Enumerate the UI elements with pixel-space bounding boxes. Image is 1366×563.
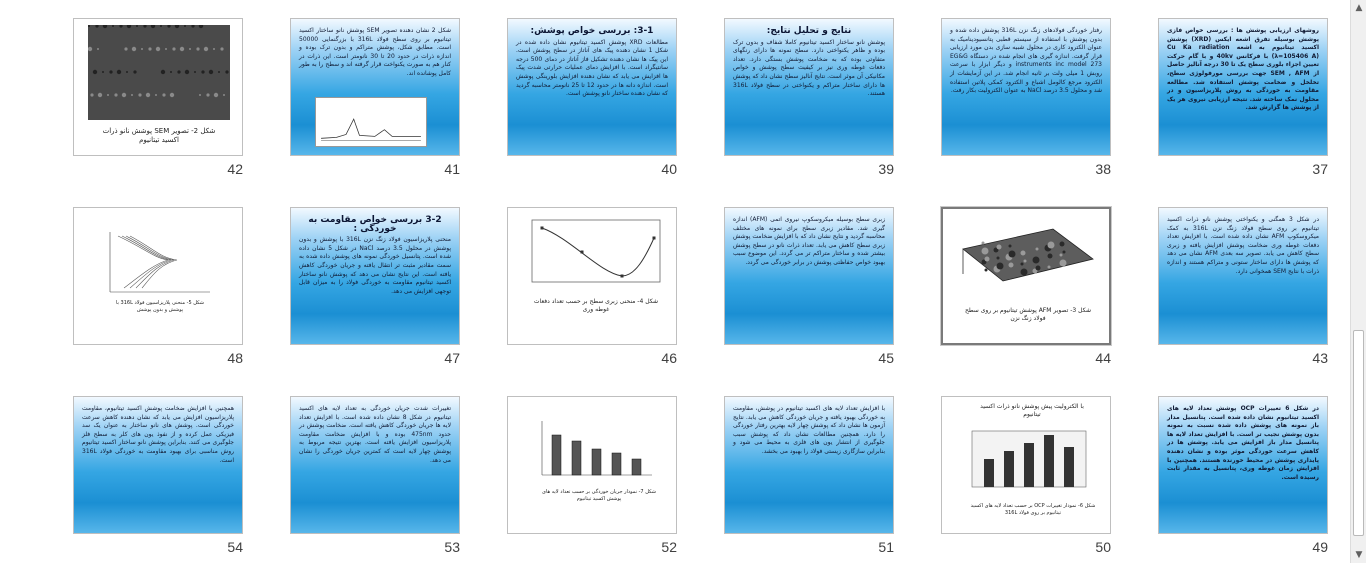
afm-feature bbox=[1021, 263, 1024, 266]
afm-feature bbox=[1060, 260, 1067, 267]
slide-text bbox=[299, 27, 451, 79]
slide-number: 46 bbox=[661, 350, 677, 366]
afm-3d-image bbox=[953, 219, 1101, 299]
sem-particle bbox=[206, 93, 209, 96]
slide-thumbnail-48[interactable] bbox=[73, 207, 243, 345]
afm-feature bbox=[1033, 257, 1040, 264]
slide-body: در شکل 3 همگنی و یکنواختی پوشش نانو ذرات اکسید تیتانیوم بر روی سطح فولاد زنگ نزن 316L به کمک میکروسکوپ AFM نشان داده شده است. با افزایش تعداد دفعات غوطه وری ضخامت پوشش افزایش یافته و زبری سطح کاهش می یابد. تصویر سه بعدی AFM نشان می دهد که پوشش ها دارای ساختار ستونی و متراکم هستند و اندازه ذرات با نتایج SEM همخوانی دارد. bbox=[1167, 216, 1319, 275]
slide-body: با افزایش تعداد لایه های اکسید تیتانیوم در پوشش، مقاومت به خوردگی بهبود یافته و جریان خوردگی کاهش می یابد. نتایج آزمون ها نشان داد که پوشش چهار لایه بهترین رفتار خوردگی را دارد. همچنین مطالعات نشان داد که پوشش سبب جلوگیری از انتشار یون های فلزی به محیط می شود و بنابراین سازگاری زیستی فولاد را بهبود می بخشد. bbox=[733, 405, 885, 455]
sem-particle bbox=[189, 48, 191, 50]
data-point bbox=[541, 227, 544, 230]
slide-number: 41 bbox=[444, 161, 460, 177]
plot-frame bbox=[532, 220, 660, 282]
xrd-curve bbox=[321, 119, 421, 138]
slide-thumbnail-42[interactable] bbox=[73, 18, 243, 156]
figure-caption: شکل 6- نمودار تغییرات OCP بر حسب تعداد لایه های اکسید تیتانیوم بر روی فولاد 316L bbox=[970, 503, 1096, 516]
slide-thumbnail-52[interactable] bbox=[507, 396, 677, 534]
slide-text bbox=[1167, 216, 1319, 276]
bar bbox=[572, 441, 581, 475]
afm-feature bbox=[1021, 269, 1028, 276]
slide-number: 38 bbox=[1095, 161, 1111, 177]
sem-particle bbox=[124, 47, 127, 50]
sem-particle bbox=[162, 93, 165, 96]
slide-number: 37 bbox=[1312, 161, 1328, 177]
slide-number: 54 bbox=[227, 539, 243, 555]
xrd-chart-image bbox=[315, 97, 427, 147]
sem-particle bbox=[225, 70, 228, 73]
sem-particle bbox=[161, 70, 165, 74]
sem-particle bbox=[170, 71, 172, 73]
bar bbox=[984, 459, 994, 487]
slide-thumbnail-47[interactable] bbox=[290, 207, 460, 345]
slide-text bbox=[516, 27, 668, 99]
sem-particle bbox=[204, 47, 208, 51]
slide-text bbox=[82, 405, 234, 465]
sem-particle bbox=[199, 94, 201, 96]
sem-particle bbox=[220, 47, 223, 50]
afm-feature bbox=[1009, 245, 1012, 248]
sem-particle bbox=[209, 70, 213, 74]
slide-thumbnail-43[interactable] bbox=[1158, 207, 1328, 345]
slide-body: تغییرات شدت جریان خوردگی به تعداد لایه های اکسید تیتانیوم در شکل 8 نشان داده شده است. با افزایش تعداد لایه ها جریان خوردگی کاهش یافته است. ضخامت پوشش در حدود 475nm بوده و با افزایش ضخامت مقاومت پلاریزاسیون افزایش یافته است. بهترین نتیجه مربوط به پوشش چهار لایه است که کمترین جریان خوردگی را نشان می دهد. bbox=[299, 405, 451, 464]
slide-body: مطالعات XRD پوشش اکسید تیتانیوم نشان داده شده در شکل 1 نشان دهنده پیک های آناتاز در سطح پوشش است. این پیک ها نشان دهنده تشکیل فاز آناتاز در دمای 500 درجه سانتیگراد است. با افزایش دمای عملیات حرارتی شدت پیک ها افزایش می یابد که نشان دهنده افزایش بلورینگی پوشش است. اندازه دانه ها در حدود 12 تا 25 نانومتر محاسبه گردید که نشان دهنده ساختار نانو پوشش است. bbox=[516, 38, 669, 98]
sem-particle bbox=[148, 47, 151, 50]
sem-particle bbox=[185, 70, 189, 74]
slide-thumbnail-51[interactable] bbox=[724, 396, 894, 534]
slide-text bbox=[733, 405, 885, 457]
slide-number: 49 bbox=[1312, 539, 1328, 555]
bar bbox=[1064, 447, 1074, 487]
slide-heading: 3-2 بررسی خواص مقاومت به خوردگی : bbox=[308, 215, 442, 234]
sem-particle bbox=[107, 94, 109, 96]
sem-particle bbox=[170, 93, 174, 97]
ocp-bar-chart-image bbox=[968, 429, 1090, 491]
sem-particle bbox=[90, 93, 93, 96]
afm-surface bbox=[963, 229, 1093, 281]
sem-particle bbox=[126, 71, 128, 73]
sem-particle bbox=[180, 47, 184, 51]
sem-particle bbox=[102, 71, 104, 73]
afm-feature bbox=[1060, 242, 1065, 247]
afm-feature bbox=[1009, 263, 1014, 268]
slide-thumbnail-54[interactable] bbox=[73, 396, 243, 534]
sem-particle bbox=[165, 48, 167, 50]
slide-thumbnail-41[interactable] bbox=[290, 18, 460, 156]
slide-thumbnail-50[interactable] bbox=[941, 396, 1111, 534]
scrollbar-thumb[interactable] bbox=[1353, 330, 1364, 536]
slide-thumbnail-53[interactable] bbox=[290, 396, 460, 534]
afm-feature bbox=[997, 263, 1004, 270]
polarization-curve bbox=[122, 236, 171, 288]
slide-text bbox=[950, 27, 1102, 96]
polarization-chart-image bbox=[104, 228, 214, 298]
slide-text bbox=[1167, 405, 1319, 482]
bar bbox=[592, 449, 601, 475]
corrosion-bar-chart-image bbox=[536, 417, 656, 479]
sem-particle bbox=[223, 94, 225, 96]
slide-body: همچنین با افزایش ضخامت پوشش اکسید تیتانیوم، مقاومت پلاریزاسیون افزایش می یابد که نشان دهنده کاهش سرعت خوردگی است. پوشش های نانو ساختار به عنوان یک سد فیزیکی عمل کرده و از نفوذ یون های کلر به سطح فلز جلوگیری می کنند. بنابراین پوشش نانو ساختار اکسید تیتانیوم روش مناسبی برای بهبود مقاومت به خوردگی فولاد 316L است. bbox=[82, 405, 234, 464]
sem-image bbox=[88, 25, 230, 120]
slide-thumbnail-44[interactable] bbox=[941, 207, 1111, 345]
sem-particle bbox=[93, 70, 97, 74]
bar bbox=[632, 459, 641, 475]
slide-number: 43 bbox=[1312, 350, 1328, 366]
sem-particle bbox=[155, 94, 157, 96]
sem-particle bbox=[122, 93, 126, 97]
slide-body: روشهای ارزیابی پوشش ها : بررسی خواص فازی پوشش بوسیله تفرق اشعه ایکس (XRD) پوشش اکسید تیتانیوم به اشعه Cu Ka radiation (λ=105406 A) با فرکانس 40kv و با گام حرکت تعیین اجزاء بلوری سطح یک تا 30 درجه آنالیز حاصل از SEM , AFM جهت بررسی مورفولوژی سطح، تخلخل و ضخامت پوشش استفاده شد. مطالعه مقاومت به خوردگی به روش پلاریزاسیون و در محلول نمک ساخته شد. نتیجه ارزیابی نیروی هر یک از پوشش ها گزارش شد. bbox=[1167, 27, 1320, 112]
figure-caption: شکل 7- نمودار جریان خوردگی بر حسب تعداد لایه های پوشش اکسید تیتانیوم bbox=[542, 489, 656, 502]
slide-number: 40 bbox=[661, 161, 677, 177]
slide-text bbox=[299, 405, 451, 465]
afm-feature bbox=[985, 257, 990, 262]
sem-particle bbox=[138, 93, 141, 96]
sem-particle bbox=[196, 47, 199, 50]
sem-background bbox=[88, 25, 230, 120]
slide-body: پوشش نانو ساختار اکسید تیتانیوم کاملا شفاف و بدون ترک بوده و ظاهر یکنواختی دارد. سطح نمونه ها دارای رنگهای متفاوتی بوده که به ضخامت پوشش بستگی دارد. تعداد دفعات غوطه وری نیز بر کیفیت سطح پوشش و خواص مکانیکی آن موثر است. نتایج آنالیز سطح نشان داد که پوشش ها دارای ساختار متراکم و یکنواختی در سطح فولاد 316L هستند. bbox=[733, 38, 885, 98]
sem-particle bbox=[194, 71, 196, 73]
sem-particle bbox=[156, 47, 160, 51]
afm-feature bbox=[997, 245, 1002, 250]
slide-thumbnail-37[interactable] bbox=[1158, 18, 1328, 156]
sem-particle bbox=[160, 25, 162, 27]
sem-particle bbox=[218, 71, 220, 73]
afm-feature bbox=[1021, 251, 1026, 256]
slide-thumbnail-46[interactable] bbox=[507, 207, 677, 345]
afm-feature bbox=[1048, 242, 1055, 249]
sem-particle bbox=[184, 25, 186, 27]
sem-particle bbox=[117, 70, 121, 74]
slide-text bbox=[299, 216, 451, 296]
slide-number: 53 bbox=[444, 539, 460, 555]
slide-number: 48 bbox=[227, 350, 243, 366]
data-point bbox=[621, 275, 624, 278]
sem-particle bbox=[97, 48, 99, 50]
slide-thumbnail-39[interactable] bbox=[724, 18, 894, 156]
scroll-down-arrow-icon[interactable]: ▼ bbox=[1355, 550, 1363, 560]
afm-feature bbox=[985, 269, 988, 272]
sem-particle bbox=[133, 70, 136, 73]
sem-particle bbox=[172, 47, 175, 50]
afm-feature bbox=[1060, 254, 1063, 257]
bar bbox=[612, 453, 621, 475]
slide-number: 47 bbox=[444, 350, 460, 366]
slide-text bbox=[1167, 27, 1319, 113]
slide-body: شکل 2 نشان دهنده تصویر SEM پوشش نانو ساختار اکسید تیتانیوم بر روی سطح فولاد 316L با بزرگنمایی 50000 است. مطابق شکل، پوشش متراکم و بدون ترک بوده و اندازه ذرات در حدود 20 تا 30 نانومتر است. این ذرات در کنار هم به صورت یکنواخت قرار گرفته اند و سطح را به طور کامل پوشانده اند. bbox=[299, 27, 452, 77]
sem-particle bbox=[114, 93, 117, 96]
slide-number: 45 bbox=[878, 350, 894, 366]
afm-feature bbox=[1063, 251, 1066, 254]
slide-heading: 3-1: بررسی خواص پوشش: bbox=[530, 26, 654, 36]
sem-particle bbox=[201, 70, 204, 73]
figure-caption: شکل 5- منحنی پلاریزاسیون فولاد 316L با پوشش و بدون پوشش bbox=[116, 300, 204, 313]
afm-feature bbox=[1036, 266, 1041, 271]
slide-body: رفتار خوردگی فولادهای زنگ نزن 316L پوشش داده شده و بدون پوشش با استفاده از سیستم قطبی پتانسیودینامیک به عنوان الکترود کاری در محلول شبیه سازی بدن مورد ارزیابی قرار گرفت. اندازه گیری های انجام شده در دستگاه EG&G instruments inc model 273 و دیگر ابزار با سرعت روبش 1 میلی ولت بر ثانیه انجام شد. در این آزمایشات از الکترود مرجع کالومل اشباع و الکترود کمکی پلاتین استفاده شد و محلول 3.5 درصد NaCl به عنوان الکترولیت بکار رفت. bbox=[950, 27, 1102, 95]
afm-feature bbox=[982, 248, 989, 255]
sem-particle bbox=[214, 93, 218, 97]
sem-particle bbox=[177, 70, 180, 73]
slide-number: 51 bbox=[878, 539, 894, 555]
sem-particle bbox=[146, 93, 150, 97]
slide-number: 39 bbox=[878, 161, 894, 177]
afm-feature bbox=[1036, 248, 1039, 251]
figure-caption: شکل 2- تصویر SEM پوشش نانو ذرات اکسید تیتانیوم bbox=[102, 127, 216, 144]
slide-body: در شکل 6 تغییرات OCP پوشش تعداد لایه های اکسید تیتانیوم نشان داده شده است. پتانسیل مدار باز نمونه های پوشش داده شده نسبت به نمونه بدون پوشش نجیب تر است. با افزایش تعداد لایه ها پتانسیل مدار باز افزایش می یابد. پوشش ها در کاهش سرعت خوردگی موثر بوده و نشان دهنده پایداری پوشش در محیط خورنده هستند. همچنین با افزایش زمان غوطه وری، پتانسیل به مقدار ثابت رسیده است. bbox=[1167, 405, 1319, 481]
sem-particle bbox=[109, 70, 112, 73]
slide-thumbnail-40[interactable] bbox=[507, 18, 677, 156]
slide-body: منحنی پلاریزاسیون فولاد زنگ نزن 316L با پوشش و بدون پوشش در محلول 3.5 درصد NaCl در شکل 5 نشان داده شده است. پتانسیل خوردگی نمونه های پوشش داده شده به سمت مقادیر مثبت تر انتقال یافته و جریان خوردگی کاهش یافته است. این نتایج نشان می دهد که پوشش نانو ساختار اکسید تیتانیوم مقاومت به خوردگی فولاد را به میزان قابل توجهی افزایش می دهد. bbox=[299, 236, 451, 295]
afm-feature bbox=[1024, 260, 1027, 263]
slide-text bbox=[733, 216, 885, 268]
sem-particle bbox=[131, 94, 133, 96]
bar bbox=[1004, 451, 1014, 487]
roughness-chart-image bbox=[530, 218, 662, 290]
afm-feature bbox=[982, 242, 985, 245]
figure-caption: شکل 4- منحنی زبری سطح بر حسب تعداد دفعات غوطه وری bbox=[533, 298, 659, 313]
slide-thumbnail-45[interactable] bbox=[724, 207, 894, 345]
sem-particle bbox=[98, 93, 102, 97]
slide-number: 50 bbox=[1095, 539, 1111, 555]
figure-caption: شکل 3- تصویر AFM پوشش تیتانیوم بر روی سطح فولاد زنگ نزن bbox=[965, 307, 1091, 322]
slide-number: 42 bbox=[227, 161, 243, 177]
bar bbox=[1024, 443, 1034, 487]
afm-feature bbox=[1009, 251, 1016, 258]
afm-feature bbox=[1048, 254, 1053, 259]
vertical-scrollbar[interactable] bbox=[1350, 0, 1366, 563]
sem-particle bbox=[88, 25, 90, 27]
slide-text bbox=[733, 27, 885, 99]
sem-particle bbox=[132, 47, 136, 51]
afm-feature bbox=[1048, 266, 1051, 269]
slide-thumbnail-38[interactable] bbox=[941, 18, 1111, 156]
scroll-up-arrow-icon[interactable]: ▲ bbox=[1355, 3, 1363, 13]
afm-feature bbox=[997, 257, 1000, 260]
slide-heading: نتایج و تحلیل نتایج: bbox=[766, 26, 852, 36]
slide-body: زبری سطح بوسیله میکروسکوپ نیروی اتمی (AFM) اندازه گیری شد. مقادیر زبری سطح برای نمونه های مختلف محاسبه گردید و نتایج نشان داد که با افزایش ضخامت پوشش زبری سطح کاهش می یابد. تعداد ذرات نانو در سطح پوشش بیشتر شده و ساختار متراکم تر می گردد. این موضوع سبب بهبود خواص حفاظتی پوشش در برابر خوردگی می گردد. bbox=[733, 216, 885, 266]
sem-particle bbox=[136, 25, 138, 27]
data-point bbox=[653, 237, 656, 240]
sem-particle bbox=[141, 48, 143, 50]
slide-thumbnail-49[interactable] bbox=[1158, 396, 1328, 534]
bar bbox=[1044, 435, 1054, 487]
bar bbox=[552, 435, 561, 475]
sem-particle bbox=[112, 25, 114, 27]
sem-particle bbox=[213, 48, 215, 50]
slide-number: 44 bbox=[1095, 350, 1111, 366]
figure-title: با الکترولیت پیش پوشش نانو ذرات اکسید تیتانیوم bbox=[980, 403, 1084, 418]
data-point bbox=[581, 251, 584, 254]
slide-number: 52 bbox=[661, 539, 677, 555]
sem-particle bbox=[88, 47, 92, 51]
